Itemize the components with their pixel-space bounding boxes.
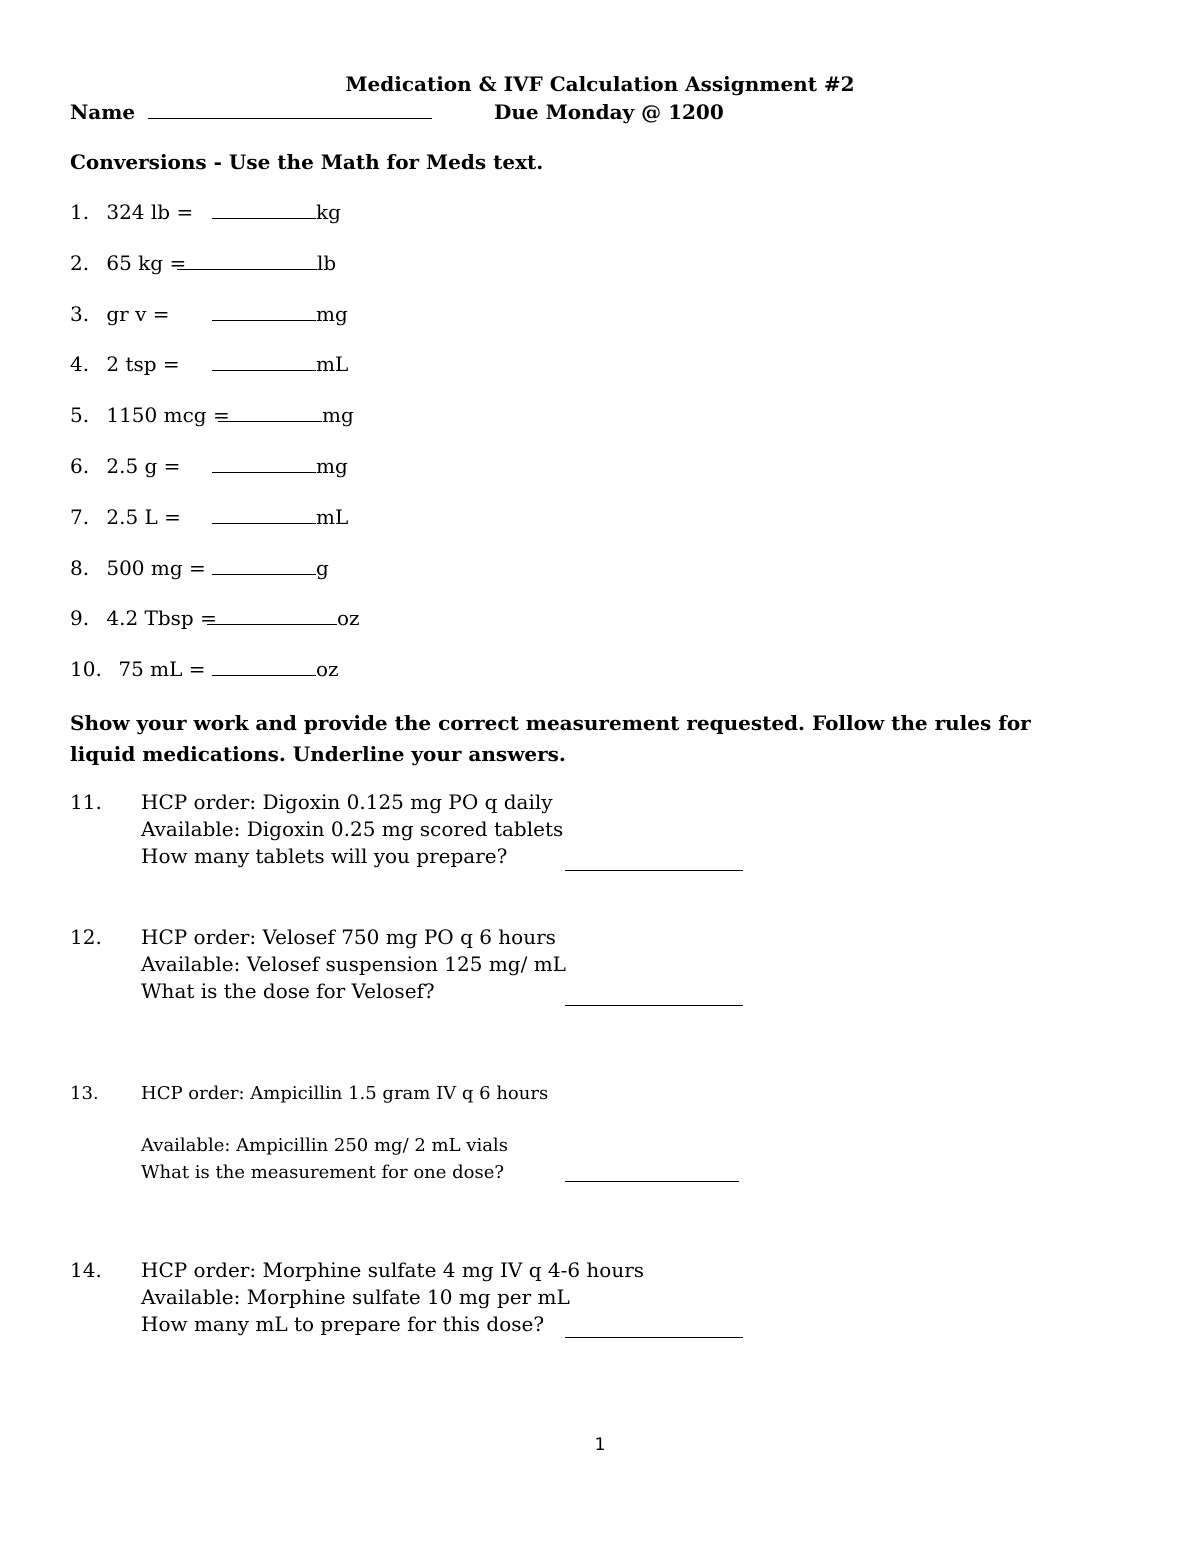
item-number: 9. <box>70 606 90 630</box>
hcp-order: HCP order: Velosef 750 mg PO q 6 hours <box>141 925 556 949</box>
question-number: 14. <box>70 1258 102 1282</box>
item-number: 3. <box>70 302 90 326</box>
conversions-heading: Conversions - Use the Math for Meds text. <box>70 150 544 174</box>
instructions: Show your work and provide the correct measurement requested. Follow the rules for liquid medications. Underline your answers. <box>70 711 1031 766</box>
name-blank[interactable] <box>148 100 432 119</box>
available-med: Available: Ampicillin 250 mg/ 2 mL vials <box>141 1135 508 1156</box>
answer-blank-12[interactable] <box>565 1004 743 1006</box>
item-number: 8. <box>70 556 90 580</box>
conversion-item-6 <box>70 454 180 478</box>
question-13 <box>70 1080 770 1190</box>
conversion-answer-1 <box>212 200 341 224</box>
conversion-item-8 <box>70 556 206 580</box>
conversion-answer-4 <box>212 352 348 376</box>
conversion-item-9 <box>70 606 217 630</box>
item-number: 2. <box>70 251 90 275</box>
conversion-answer-7 <box>212 505 348 529</box>
available-med: Available: Velosef suspension 125 mg/ mL <box>141 952 566 976</box>
conversion-answer-5 <box>218 403 354 427</box>
answer-blank[interactable] <box>177 251 317 270</box>
conversion-answer-10 <box>212 657 339 681</box>
item-prompt: 75 mL = <box>118 657 206 681</box>
item-number: 5. <box>70 403 90 427</box>
item-unit: mL <box>316 505 349 529</box>
document-title: Medication & IVF Calculation Assignment #2 <box>345 72 855 96</box>
question-prompt: What is the dose for Velosef? <box>141 979 435 1003</box>
answer-blank-14[interactable] <box>565 1336 743 1338</box>
conversion-item-5 <box>70 403 230 427</box>
item-unit: oz <box>337 606 360 630</box>
available-med: Available: Morphine sulfate 10 mg per mL <box>141 1285 570 1309</box>
conversion-item-7 <box>70 505 181 529</box>
item-unit: mg <box>316 302 348 326</box>
item-prompt: 2.5 g = <box>106 454 181 478</box>
hcp-order: HCP order: Ampicillin 1.5 gram IV q 6 hours <box>141 1083 549 1104</box>
answer-blank[interactable] <box>218 403 322 422</box>
conversion-answer-8 <box>212 556 329 580</box>
answer-blank[interactable] <box>212 352 316 371</box>
question-12 <box>70 924 770 1014</box>
question-number: 12. <box>70 925 102 949</box>
conversion-answer-3 <box>212 302 348 326</box>
item-prompt: gr v = <box>106 302 170 326</box>
item-prompt: 500 mg = <box>106 556 206 580</box>
conversion-item-10 <box>70 657 206 681</box>
answer-blank[interactable] <box>212 454 316 473</box>
item-unit: kg <box>316 200 341 224</box>
question-prompt: What is the measurement for one dose? <box>141 1162 505 1183</box>
answer-blank-11[interactable] <box>565 869 743 871</box>
item-unit: mg <box>316 454 348 478</box>
item-prompt: 324 lb = <box>106 200 194 224</box>
conversion-item-1 <box>70 200 193 224</box>
item-prompt: 4.2 Tbsp = <box>106 606 217 630</box>
item-unit: mL <box>316 352 349 376</box>
question-number: 13. <box>70 1083 99 1104</box>
item-prompt: 1150 mcg = <box>106 403 230 427</box>
item-unit: oz <box>316 657 339 681</box>
name-label: Name <box>70 100 136 124</box>
item-number: 1. <box>70 200 90 224</box>
question-11 <box>70 789 770 879</box>
conversion-answer-6 <box>212 454 348 478</box>
hcp-order: HCP order: Morphine sulfate 4 mg IV q 4-6 hours <box>141 1258 645 1282</box>
question-prompt: How many tablets will you prepare? <box>141 844 508 868</box>
answer-blank-13[interactable] <box>565 1180 739 1182</box>
item-unit: lb <box>317 251 337 275</box>
conversion-item-3 <box>70 302 170 326</box>
item-unit: g <box>316 556 329 580</box>
conversion-answer-2 <box>177 251 336 275</box>
answer-blank[interactable] <box>212 556 316 575</box>
item-unit: mg <box>322 403 354 427</box>
hcp-order: HCP order: Digoxin 0.125 mg PO q daily <box>141 790 553 814</box>
answer-blank[interactable] <box>212 302 316 321</box>
question-14 <box>70 1257 770 1347</box>
answer-blank[interactable] <box>207 606 337 625</box>
answer-blank[interactable] <box>212 505 316 524</box>
item-prompt: 65 kg = <box>106 251 187 275</box>
item-number: 7. <box>70 505 90 529</box>
question-number: 11. <box>70 790 102 814</box>
available-med: Available: Digoxin 0.25 mg scored tablets <box>141 817 564 841</box>
item-number: 10. <box>70 657 102 681</box>
conversion-item-4 <box>70 352 180 376</box>
item-prompt: 2 tsp = <box>106 352 180 376</box>
item-number: 6. <box>70 454 90 478</box>
item-prompt: 2.5 L = <box>106 505 181 529</box>
name-field <box>70 100 432 124</box>
conversion-item-2 <box>70 251 186 275</box>
answer-blank[interactable] <box>212 657 316 676</box>
answer-blank[interactable] <box>212 200 316 219</box>
due-date: Due Monday @ 1200 <box>494 100 724 124</box>
page-number: 1 <box>594 1435 606 1455</box>
question-prompt: How many mL to prepare for this dose? <box>141 1312 545 1336</box>
item-number: 4. <box>70 352 90 376</box>
conversion-answer-9 <box>207 606 360 630</box>
